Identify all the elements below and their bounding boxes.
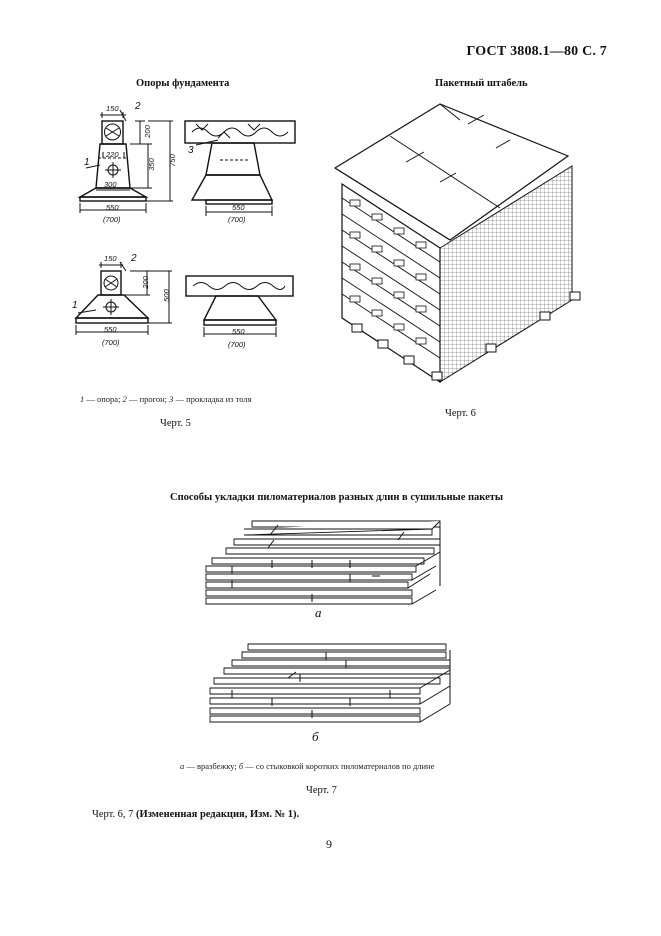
- dim-700-bottom: (700): [102, 338, 120, 347]
- figure7-legend: [180, 761, 434, 771]
- legend-text-a: — вразбежку;: [184, 761, 239, 771]
- dim-220: 220: [106, 150, 119, 159]
- side-dim-700: (700): [228, 215, 246, 224]
- legend-num-3: 3: [169, 394, 174, 404]
- legend-num-1: 1: [80, 394, 85, 404]
- callout-3: 3: [188, 145, 194, 156]
- running-header: ГОСТ 3808.1—80 С. 7: [466, 44, 607, 59]
- dim-750: 750: [167, 154, 177, 167]
- figure7-caption: Черт. 7: [306, 785, 337, 796]
- figure5-title: Опоры фундамента: [136, 78, 230, 89]
- figure5-caption: Черт. 5: [160, 418, 191, 429]
- callout-1-bottom: 1: [72, 300, 78, 311]
- callout-2-bottom: 2: [131, 253, 137, 264]
- amendment-note-bold: (Измененная редакция, Изм. № 1).: [136, 809, 300, 820]
- side-dim-550: 550: [232, 203, 245, 212]
- dim-300: 300: [104, 180, 117, 189]
- figure7-title: Способы укладки пиломатериалов разных длин в сушильные пакеты: [170, 492, 504, 503]
- legend-text-1: — опора;: [84, 394, 123, 404]
- side-dim-700-bottom: (700): [228, 340, 246, 349]
- callout-2: 2: [135, 101, 141, 112]
- dim-350: 350: [146, 158, 156, 171]
- dim-200: 200: [142, 125, 152, 138]
- legend-text-2: — прогон;: [126, 394, 170, 404]
- legend-letter-b: б: [238, 761, 244, 771]
- dim-200-bottom: 200: [140, 276, 150, 289]
- dim-500-bottom: 500: [161, 289, 171, 302]
- legend-text-3: — прокладка из толя: [173, 394, 252, 404]
- dim-150-bottom: 150: [104, 254, 117, 263]
- legend-num-2: 2: [122, 394, 127, 404]
- dim-700: (700): [103, 215, 121, 224]
- callout-1: 1: [84, 157, 90, 168]
- figure7-label-b: б: [312, 729, 319, 744]
- amendment-note-prefix: Черт. 6, 7: [92, 809, 137, 820]
- figure7-label-a: а: [315, 605, 322, 620]
- dim-150: 150: [106, 104, 119, 113]
- side-dim-550-bottom: 550: [232, 327, 245, 336]
- page-number: 9: [326, 837, 332, 851]
- amendment-note: [92, 809, 299, 820]
- dim-550: 550: [106, 203, 119, 212]
- legend-text-b: — со стыковкой коротких пиломатериалов по длине: [243, 761, 435, 771]
- legend-letter-a: а: [180, 761, 185, 771]
- figure6-caption: Черт. 6: [445, 408, 476, 419]
- figure6-title: Пакетный штабель: [435, 78, 528, 89]
- dim-550-bottom: 550: [104, 325, 117, 334]
